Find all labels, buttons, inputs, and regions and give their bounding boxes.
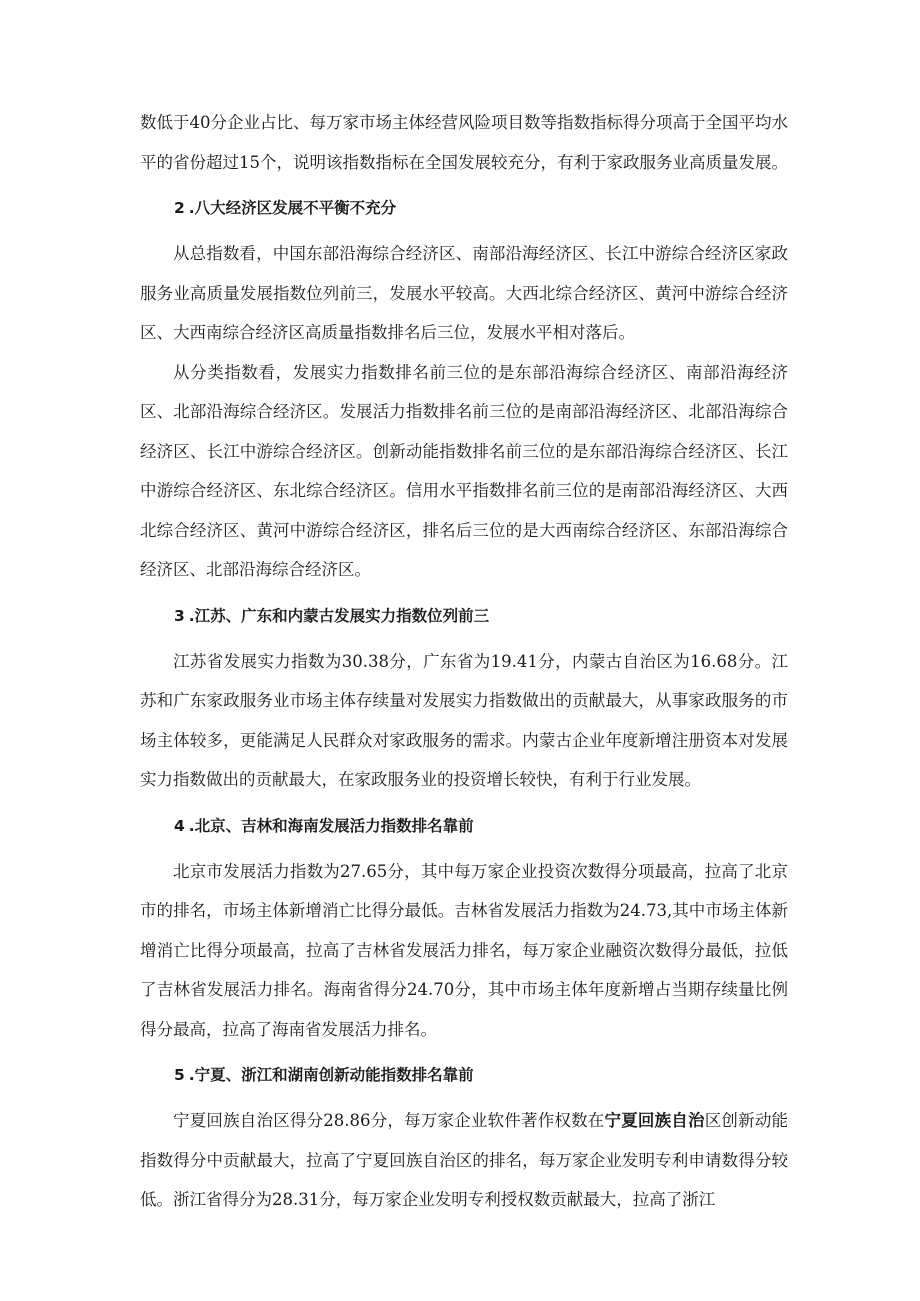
- heading-text: .宁夏、浙江和湖南创新动能指数排名靠前: [188, 1066, 474, 1084]
- heading-number: 5: [174, 1066, 185, 1084]
- heading-number: 4: [174, 816, 185, 835]
- section-heading-4: [140, 806, 788, 846]
- heading-number: 2: [174, 199, 185, 217]
- heading-text: .江苏、广东和内蒙古发展实力指数位列前三: [188, 606, 490, 625]
- paragraph-development-strength: 江苏省发展实力指数为30.38分，广东省为19.41分，内蒙古自治区为16.68分。江苏和广东家政服务业市场主体存续量对发展实力指数做出的贡献最大，从事家政服务的市场主体较多，更能满足人民群众对家政服务的需求。内蒙古企业年度新增注册资本对发展实力指数做出的贡献最大，在家政服务业的投资增长较快，有利于行业发展。: [140, 651, 788, 789]
- paragraph-innovation-momentum: [140, 1101, 788, 1220]
- paragraph-development-vitality: 北京市发展活力指数为27.65分，其中每万家企业投资次数得分项最高，拉高了北京市的排名，市场主体新增消亡比得分最低。吉林省发展活力指数为24.73,其中市场主体新增消亡比得分项最高，拉高了吉林省发展活力排名，每万家企业融资次数得分最低，拉低了吉林省发展活力排名。海南省得分24.70分，其中市场主体年度新增占当期存续量比例得分最高，拉高了海南省发展活力排名。: [140, 861, 788, 1039]
- paragraph-category-index: 从分类指数看，发展实力指数排名前三位的是东部沿海综合经济区、南部沿海经济区、北部沿海综合经济区。发展活力指数排名前三位的是南部沿海经济区、北部沿海综合经济区、长江中游综合经济区。创新动能指数排名前三位的是东部沿海综合经济区、长江中游综合经济区、东北综合经济区。信用水平指数排名前三位的是南部沿海经济区、大西北综合经济区、黄河中游综合经济区，排名后三位的是大西南综合经济区、东部沿海综合经济区、北部沿海综合经济区。: [140, 362, 788, 579]
- heading-number: 3: [174, 606, 185, 625]
- paragraph-text-part: 区创新动能指数得分中贡献最大，拉高了宁夏回族自治区的排名，每万家企业发明专利申请数得分较低。浙江省得分为28.31分，每万家企业发明专利授权数贡献最大，拉高了浙江: [140, 1111, 789, 1209]
- heading-text: .北京、吉林和海南发展活力指数排名靠前: [188, 816, 474, 835]
- paragraph-total-index: 从总指数看，中国东部沿海综合经济区、南部沿海经济区、长江中游综合经济区家政服务业高质量发展指数位列前三，发展水平较高。大西北综合经济区、黄河中游综合经济区、大西南综合经济区高质量指数排名后三位，发展水平相对落后。: [140, 244, 788, 342]
- document-page: [140, 103, 788, 1220]
- section-heading-2: [140, 188, 788, 228]
- paragraph-continued: 数低于40分企业占比、每万家市场主体经营风险项目数等指数指标得分项高于全国平均水平的省份超过15个，说明该指数指标在全国发展较充分，有利于家政服务业高质量发展。: [140, 113, 788, 172]
- heading-text: .八大经济区发展不平衡不充分: [188, 199, 397, 217]
- paragraph-text-part: 宁夏回族自治区得分28.86分，每万家企业软件著作权数在: [173, 1111, 605, 1130]
- section-heading-3: [140, 596, 788, 636]
- section-heading-5: [140, 1055, 788, 1095]
- paragraph-bold-text: 宁夏回族自治: [604, 1111, 705, 1130]
